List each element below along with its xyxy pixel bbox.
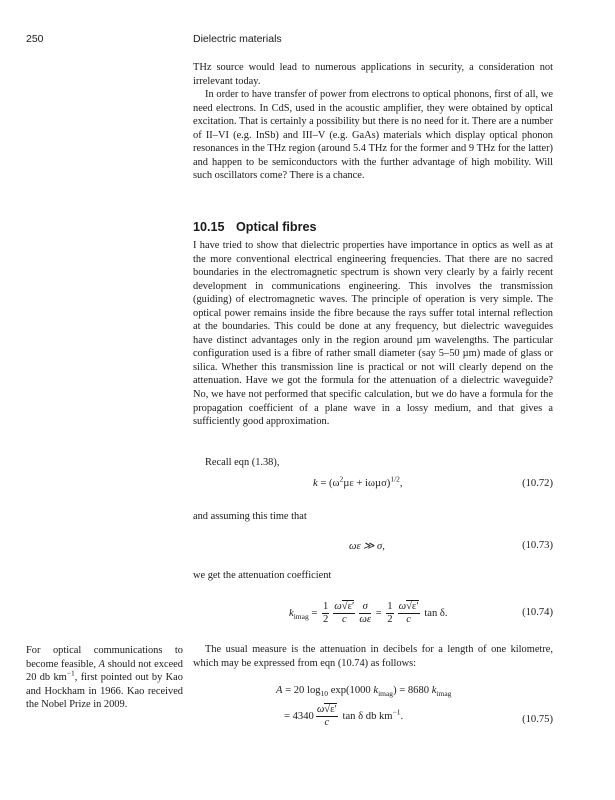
paragraph-attenuation-coefficient: we get the attenuation coefficient [193, 570, 332, 581]
eq1072-rhs-e: , [399, 478, 403, 489]
paragraph-usual-measure: The usual measure is the attenuation in decibels for a length of one kilometre, which may be expressed from eqn (10.74) as follows: [193, 644, 553, 669]
section-title: Optical fibres [236, 220, 317, 234]
page-number: 250 [26, 33, 44, 45]
eq1073-expr: ωε ≫ σ, [349, 541, 385, 552]
running-head [0, 33, 615, 47]
eq1074-eq2: = [373, 607, 385, 619]
eq1072-rhs-a: = (ω [317, 478, 340, 489]
eq1074-number: (10.74) [522, 607, 553, 618]
paragraph-optical-phonons: In order to have transfer of power from electrons to optical phonons, first of all, we need electrons. In CdS, used in the acoustic amplifier, they were obtained by optical excitation. That is certainly a possibility but there is no need for it. There are a number of II–VI (e.g. InSb) and III–V (e.g. GaAs) materials which display optical phonon resonances in the THz region (around 5.4 THz for the former and 9 THz for the latter) and happen to be semiconductors with the further advantage of high mobility. Will such oscillators come? There is a chance. [193, 89, 553, 182]
eq1074-k: k [289, 607, 294, 619]
section-number: 10.15 [193, 220, 225, 234]
eq1072-number: (10.72) [522, 478, 553, 489]
eq1073-number: (10.73) [522, 540, 553, 551]
eq1072-lhs: k [313, 478, 318, 489]
eq1074-k-sub: imag [293, 612, 309, 622]
eq1074-frac-sigma-omega-eps: $\frac{\sigma}{\omega\varepsilon}$ [359, 601, 372, 625]
paragraph-thz-continued: THz source would lead to numerous applications in security, a consideration not irrelevant today. [193, 62, 553, 87]
equation-10-74 [193, 601, 553, 629]
eq1074-frac-half-1: $\frac{1}{2}$ [322, 601, 329, 625]
eq1072-sup-2: 2 [339, 474, 344, 484]
eq1074-frac-omega-eps-c-2: $\frac{\omega√\varepsilon'}{c}$ [398, 601, 419, 625]
eq1075-frac-omega-eps-c: $\frac{\omega√\varepsilon'}{c}$ [316, 704, 337, 728]
eq1074-tail: tan δ. [424, 607, 448, 619]
eq1074-eq1: = [308, 607, 320, 619]
equation-10-75-line-1: A = 20 $\log_{10} \exp(1000$ $k_{imag}) = 8680$ $k_{imag}$ [276, 685, 452, 699]
eq1072-sup-half: 1/2 [390, 474, 400, 484]
eq1074-frac-omega-eps-c-1: $\frac{\omega√\varepsilon'}{c}$ [334, 601, 355, 625]
eq1075-number: (10.75) [522, 714, 553, 725]
equation-10-73 [193, 540, 553, 558]
paragraph-optical-fibres: I have tried to show that dielectric properties have importance in optics as well as at the more conventional electrical engineering frequencies. That there are no sacred boundaries in the electromagnetic spectrum is shown very clearly by a fairly recent development in communications engineering. This involves the transmission (guiding) of electromagnetic waves. The principle of operation is very simple. The optical power remains inside the fibre because the rays suffer total internal reflection at the boundaries. This could be done at any frequency, but dielectric waveguides have distinct advantages only in the region around µm wavelengths. The particular configuration used is a fibre of rather small diameter (say 5–50 µm) made of glass or silica. Whether this transmission line is practical or not will clearly depend on the attenuation. Have we got the formula for the attenuation of a dielectric waveguide? No, we have not performed that specific calculation, but we do have a formula for the propagation coefficient of a plane wave in a lossy medium, and that gives a sufficiently good approximation. [193, 240, 553, 428]
section-heading [193, 220, 317, 234]
equation-10-72 [193, 474, 553, 496]
running-title: Dielectric materials [193, 33, 282, 45]
paragraph-assuming: and assuming this time that [193, 511, 307, 522]
paragraph-recall-eqn: Recall eqn (1.38), [205, 457, 280, 468]
eq1072-rhs-c: µε + iωµσ) [343, 478, 391, 489]
eq1074-frac-half-2: $\frac{1}{2}$ [387, 601, 393, 625]
side-note: For optical communications to become feasible, A should not exceed 20 db $km^{-1}$, first pointed out by Kao and Hockham in 1966. Kao received the Nobel Prize in 2009. [26, 645, 183, 711]
equation-10-75-line-2: = 4340 $\frac{\omega√\varepsilon'}{c}$ tan δ db $km^{-1}$. (10.75) [284, 704, 553, 728]
